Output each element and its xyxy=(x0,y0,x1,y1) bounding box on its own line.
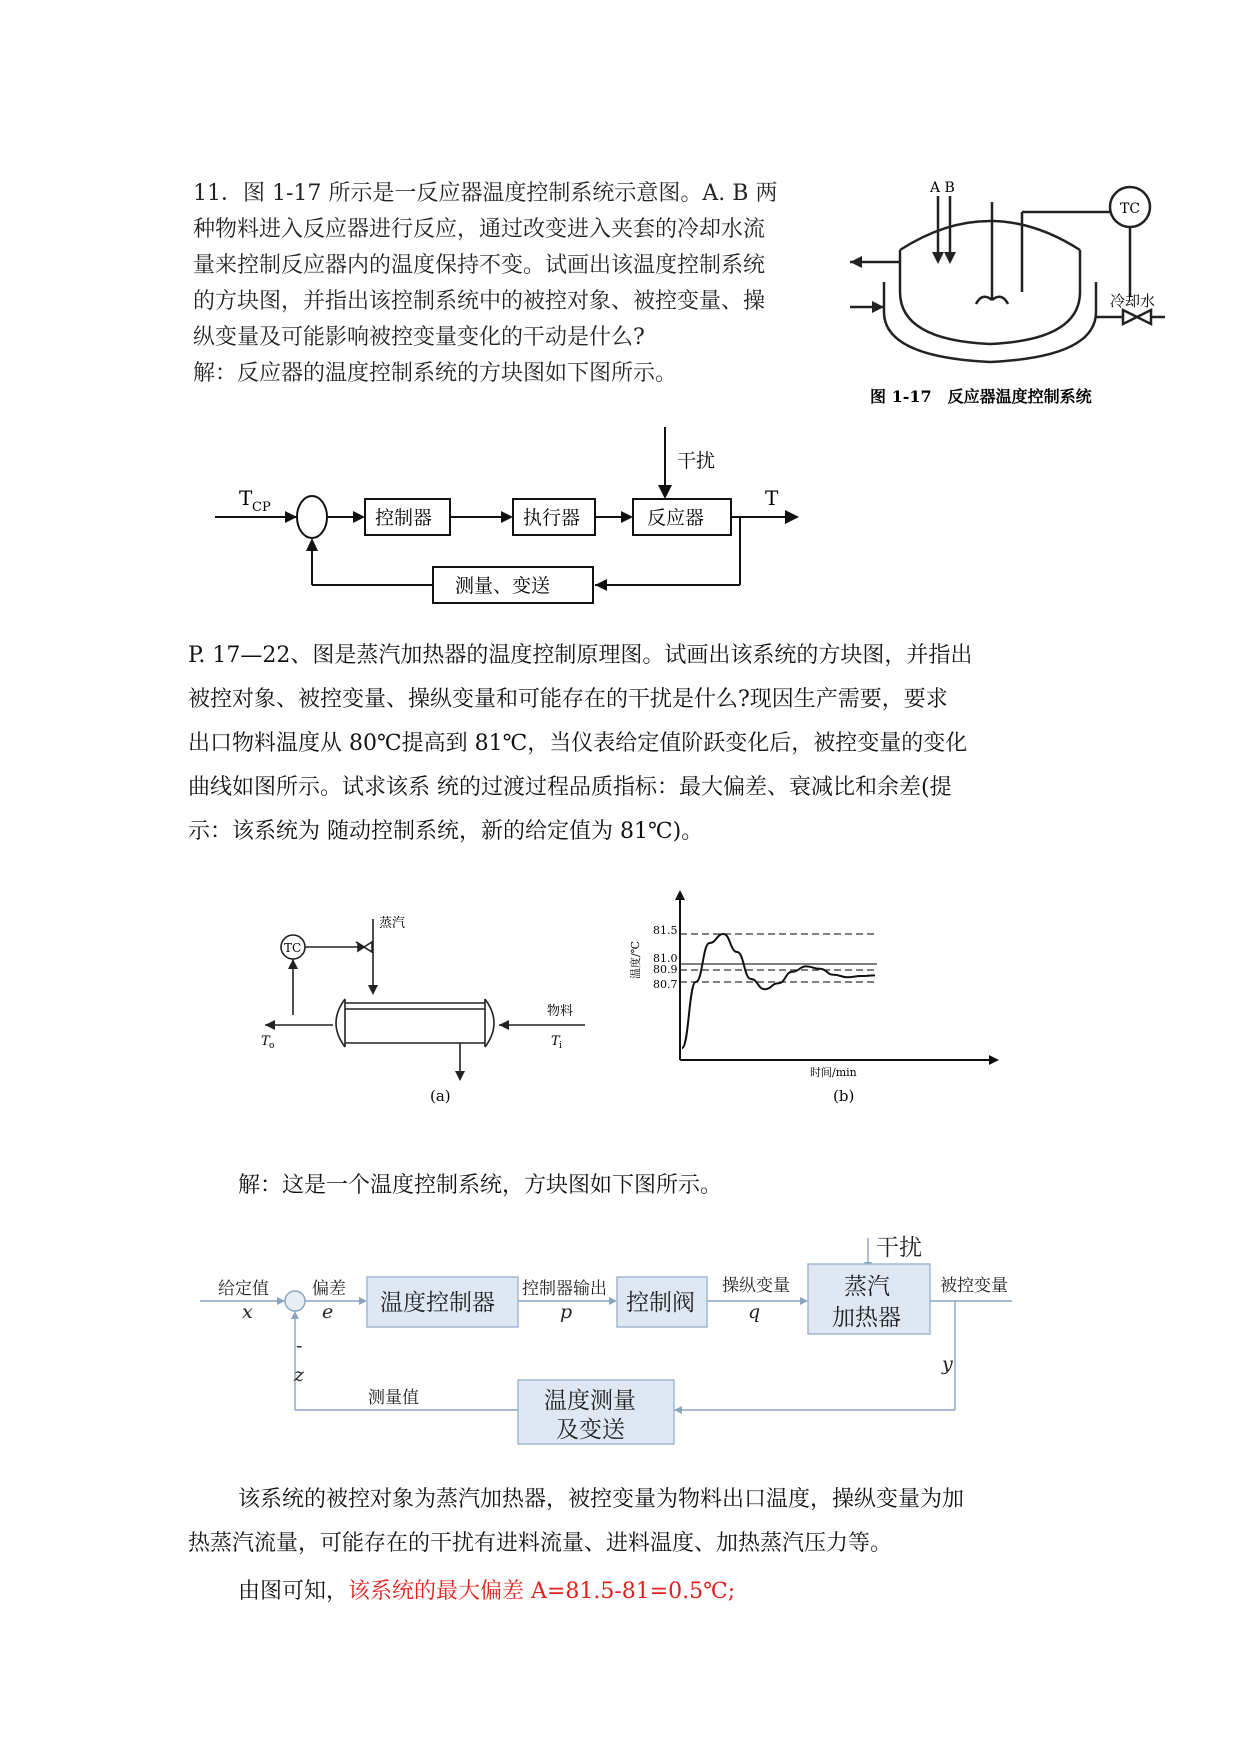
problem-22-text xyxy=(188,634,1068,854)
problem-11-text xyxy=(193,176,833,392)
text-line: P. 17—22、图是蒸汽加热器的温度控制原理图。试画出该系统的方块图，并指出 xyxy=(188,643,973,668)
y-tick-label: 81.0 xyxy=(653,952,678,965)
solution-intro: 解：这是一个温度控制系统，方块图如下图所示。 xyxy=(238,1173,723,1198)
x-axis-label: 时间/min xyxy=(810,1066,857,1079)
disturbance-label: 干扰 xyxy=(677,450,716,472)
coolant-label: 冷却水 xyxy=(1110,292,1156,310)
inlet-temp-label: T xyxy=(551,1034,560,1049)
tick-labels xyxy=(653,924,678,991)
feedback-label: 测量、变送 xyxy=(455,575,551,597)
vessel-lid xyxy=(900,221,1080,250)
ctrl-output-label: 控制器输出 xyxy=(522,1279,607,1299)
setpoint-symbol: x xyxy=(242,1301,253,1323)
text-line: 出口物料温度从 80℃提高到 81℃，当仪表给定值阶跃变化后，被控变量的变化 xyxy=(188,731,968,756)
manipulated-symbol: q xyxy=(748,1301,761,1323)
y-axis-label: 温度/℃ xyxy=(629,940,642,980)
material-label: 物料 xyxy=(547,1004,574,1019)
text-line: 量来控制反应器内的温度保持不变。试画出该温度控制系统 xyxy=(193,253,766,278)
reference-lines xyxy=(680,934,877,982)
reactor-figure xyxy=(840,172,1170,412)
transmitter-label-line2: 及变送 xyxy=(556,1417,625,1443)
controlled-label: 被控变量 xyxy=(940,1276,1008,1296)
result-highlight: 该系统的最大偏差 A=81.5-81=0.5℃; xyxy=(348,1579,736,1604)
input-label: T xyxy=(239,486,253,510)
steam-heater-figure xyxy=(255,915,595,1105)
block-diagram-2 xyxy=(200,1228,1020,1468)
summing-junction xyxy=(297,496,327,538)
inlet-temp-subscript: i xyxy=(559,1041,562,1051)
jacket xyxy=(884,282,1096,362)
heater-label-line2: 加热器 xyxy=(832,1305,901,1331)
summing-junction xyxy=(285,1291,305,1311)
disturbance-label: 干扰 xyxy=(876,1235,922,1261)
vessel-body xyxy=(900,250,1080,344)
response-chart xyxy=(625,890,1005,1105)
controlled-symbol: y xyxy=(942,1353,953,1375)
reactor-label: 反应器 xyxy=(647,507,705,529)
controller-label: 控制器 xyxy=(375,507,433,529)
result-prefix: 由图可知， xyxy=(238,1579,349,1604)
measured-label: 测量值 xyxy=(368,1388,419,1408)
outlet-temp-subscript: o xyxy=(269,1041,275,1051)
text-line: 曲线如图所示。试求该系 统的过渡过程品质指标：最大偏差、衰减比和余差(提 xyxy=(188,775,952,800)
y-tick-label: 81.5 xyxy=(653,924,678,937)
input-subscript: CP xyxy=(252,500,271,515)
transmitter-label-line1: 温度测量 xyxy=(544,1388,636,1414)
text-line: 种物料进入反应器进行反应，通过改变进入夹套的冷却水流 xyxy=(193,217,766,242)
y-tick-label: 80.9 xyxy=(653,963,678,976)
text-line: 的方块图，并指出该控制系统中的被控对象、被控变量、操 xyxy=(193,289,766,314)
outlet-temp-label: T xyxy=(261,1034,270,1049)
figure-caption: 图 1-17 反应器温度控制系统 xyxy=(870,387,1092,406)
controller-label: 温度控制器 xyxy=(380,1290,495,1316)
result-line xyxy=(238,1570,735,1614)
error-symbol: e xyxy=(322,1301,334,1323)
ctrl-output-symbol: p xyxy=(560,1301,573,1323)
tc-label: TC xyxy=(284,941,302,955)
valve xyxy=(1123,310,1151,324)
valve-label: 控制阀 xyxy=(626,1290,695,1316)
tc-label: TC xyxy=(1120,201,1141,217)
minus-sign: - xyxy=(296,1335,303,1357)
measured-symbol: z xyxy=(294,1364,305,1386)
text-line: 11．图 1-17 所示是一反应器温度控制系统示意图。A. B 两 xyxy=(193,181,778,206)
feed-label: A B xyxy=(930,180,955,196)
figure-a-caption: (a) xyxy=(430,1087,451,1105)
series-line xyxy=(682,934,875,1048)
output-label: T xyxy=(765,486,779,510)
setpoint-label: 给定值 xyxy=(218,1279,269,1299)
figure-b-caption: (b) xyxy=(833,1087,855,1105)
text-line: 解：反应器的温度控制系统的方块图如下图所示。 xyxy=(193,361,678,386)
analysis-line-1: 该系统的被控对象为蒸汽加热器，被控变量为物料出口温度，操纵变量为加 xyxy=(238,1487,965,1512)
text-line: 纵变量及可能影响被控变量变化的干动是什么? xyxy=(193,325,645,350)
analysis-line-2: 热蒸汽流量，可能存在的干扰有进料流量、进料温度、加热蒸汽压力等。 xyxy=(188,1531,893,1556)
manipulated-label: 操纵变量 xyxy=(722,1276,790,1296)
text-line: 示：该系统为 随动控制系统，新的给定值为 81℃)。 xyxy=(188,819,704,844)
actuator-label: 执行器 xyxy=(523,507,581,529)
block-diagram-1 xyxy=(215,425,815,625)
steam-label: 蒸汽 xyxy=(379,916,406,931)
y-tick-label: 80.7 xyxy=(653,978,678,991)
text-line: 被控对象、被控变量、操纵变量和可能存在的干扰是什么?现因生产需要，要求 xyxy=(188,687,948,712)
heater-label-line1: 蒸汽 xyxy=(844,1274,890,1300)
error-label: 偏差 xyxy=(312,1279,346,1299)
